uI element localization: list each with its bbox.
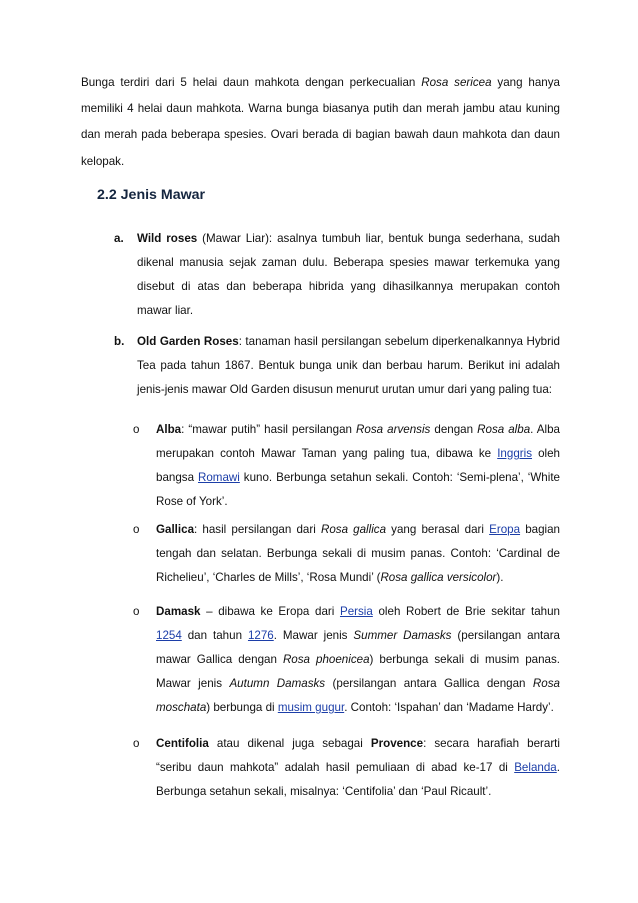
- text: : hasil persilangan dari: [194, 523, 321, 536]
- link-1276[interactable]: 1276: [247, 629, 274, 642]
- bullet-icon: o: [133, 737, 140, 750]
- bullet-icon: o: [133, 605, 140, 618]
- text: bagian tengah dan selatan. Berbunga sekali di musim panas. Contoh: ‘Cardinal de Richelieu’, ‘Charles de Mills’, ‘Rosa Mundi’ (: [156, 523, 561, 584]
- species: Rosa alba: [477, 423, 531, 436]
- text: ) berbunga sekali di musim panas. Mawar jenis: [156, 653, 561, 690]
- sub-item-text: [156, 600, 560, 720]
- text: – dibawa ke Eropa dari: [200, 605, 340, 618]
- text: . Alba merupakan contoh Mawar Taman yang paling tua, dibawa ke: [156, 423, 561, 460]
- intro-paragraph: [81, 70, 560, 175]
- link-persia[interactable]: Persia: [339, 605, 373, 618]
- species: Rosa moschata: [156, 677, 560, 714]
- text: . Contoh: ‘Ispahan’ dan ‘Madame Hardy’.: [344, 701, 554, 714]
- item-description: (Mawar Liar): asalnya tumbuh liar, bentuk bunga sederhana, sudah dikenal manusia sejak zaman dulu. Beberapa spesies mawar terkemuka yang disebut di atas dan beberapa hibrida yang dihasilkannya merupakan contoh mawar liar.: [137, 232, 560, 317]
- text: ).: [496, 571, 504, 584]
- text: kuno. Berbunga setahun sekali. Contoh: ‘Semi-plena’, ‘White Rose of York’.: [156, 471, 560, 508]
- species: Autumn Damasks: [229, 677, 326, 690]
- text: oleh Robert de Brie sekitar tahun: [372, 605, 561, 618]
- text: (persilangan antara Gallica dengan: [325, 677, 533, 690]
- text: : “mawar putih” hasil persilangan: [181, 423, 357, 436]
- item-term: Wild roses: [137, 232, 198, 245]
- bullet-icon: o: [133, 423, 140, 436]
- list-marker: a.: [114, 232, 124, 245]
- sub-item-centifolia: [133, 732, 560, 804]
- list-marker: b.: [114, 335, 125, 348]
- text: ) berbunga di: [206, 701, 278, 714]
- sub-item-term: Gallica: [156, 523, 195, 536]
- sub-item-alba: [133, 418, 560, 514]
- sub-item-term: Provence: [370, 737, 424, 750]
- species: Rosa phoenicea: [282, 653, 370, 666]
- intro-species: Rosa sericea: [421, 76, 492, 89]
- sub-item-text: [156, 518, 560, 590]
- sub-item-term: Damask: [156, 605, 201, 618]
- text: oleh bangsa: [156, 447, 561, 484]
- link-eropa[interactable]: Eropa: [489, 523, 521, 536]
- link-inggris[interactable]: Inggris: [497, 447, 533, 460]
- sub-item-gallica: [133, 518, 560, 590]
- link-1254[interactable]: 1254: [156, 629, 182, 642]
- item-text: [137, 227, 560, 323]
- link-romawi[interactable]: Romawi: [197, 471, 240, 484]
- sub-item-damask: [133, 600, 560, 720]
- text: . Mawar jenis: [273, 629, 354, 642]
- bullet-icon: o: [133, 523, 140, 536]
- species: Summer Damasks: [353, 629, 452, 642]
- species: Rosa gallica versicolor: [380, 571, 497, 584]
- section-heading: 2.2 Jenis Mawar: [97, 187, 206, 203]
- text: dengan: [430, 423, 478, 436]
- item-term: Old Garden Roses: [137, 335, 239, 348]
- link-musim-gugur[interactable]: musim gugur: [277, 701, 345, 714]
- list-item-old-garden-roses: [114, 330, 560, 402]
- sub-item-text: [156, 418, 560, 514]
- text: . Berbunga setahun sekali, misalnya: ‘Centifolia’ dan ‘Paul Ricault’.: [156, 761, 560, 798]
- text: dan tahun: [181, 629, 248, 642]
- item-description: : tanaman hasil persilangan sebelum diperkenalkannya Hybrid Tea pada tahun 1867. Bentuk bunga unik dan berbau harum. Berikut ini adalah jenis-jenis mawar Old Garden disusun menurut urutan umur dari yang paling tua:: [137, 335, 560, 396]
- sub-item-text: [156, 732, 560, 804]
- text: : secara harafiah berarti “seribu daun mahkota” adalah hasil pemuliaan di abad ke-17 di: [156, 737, 560, 774]
- species: Rosa arvensis: [356, 423, 431, 436]
- intro-text: Bunga terdiri dari 5 helai daun mahkota dengan perkecualian: [81, 76, 422, 89]
- sub-item-term: Alba: [156, 423, 182, 436]
- list-item-wild-roses: [114, 227, 560, 323]
- link-belanda[interactable]: Belanda: [514, 761, 557, 774]
- text: (persilangan antara mawar Gallica dengan: [156, 629, 561, 666]
- sub-item-term: Centifolia: [156, 737, 209, 750]
- item-text: [137, 330, 560, 402]
- text: atau dikenal juga sebagai: [208, 737, 371, 750]
- species: Rosa gallica: [320, 523, 387, 536]
- intro-text: yang hanya memiliki 4 helai daun mahkota. Warna bunga biasanya putih dan merah jambu atau kuning dan merah pada beberapa spesies. Ovari berada di bagian bawah daun mahkota dan daun kelopak.: [81, 76, 560, 168]
- text: yang berasal dari: [386, 523, 490, 536]
